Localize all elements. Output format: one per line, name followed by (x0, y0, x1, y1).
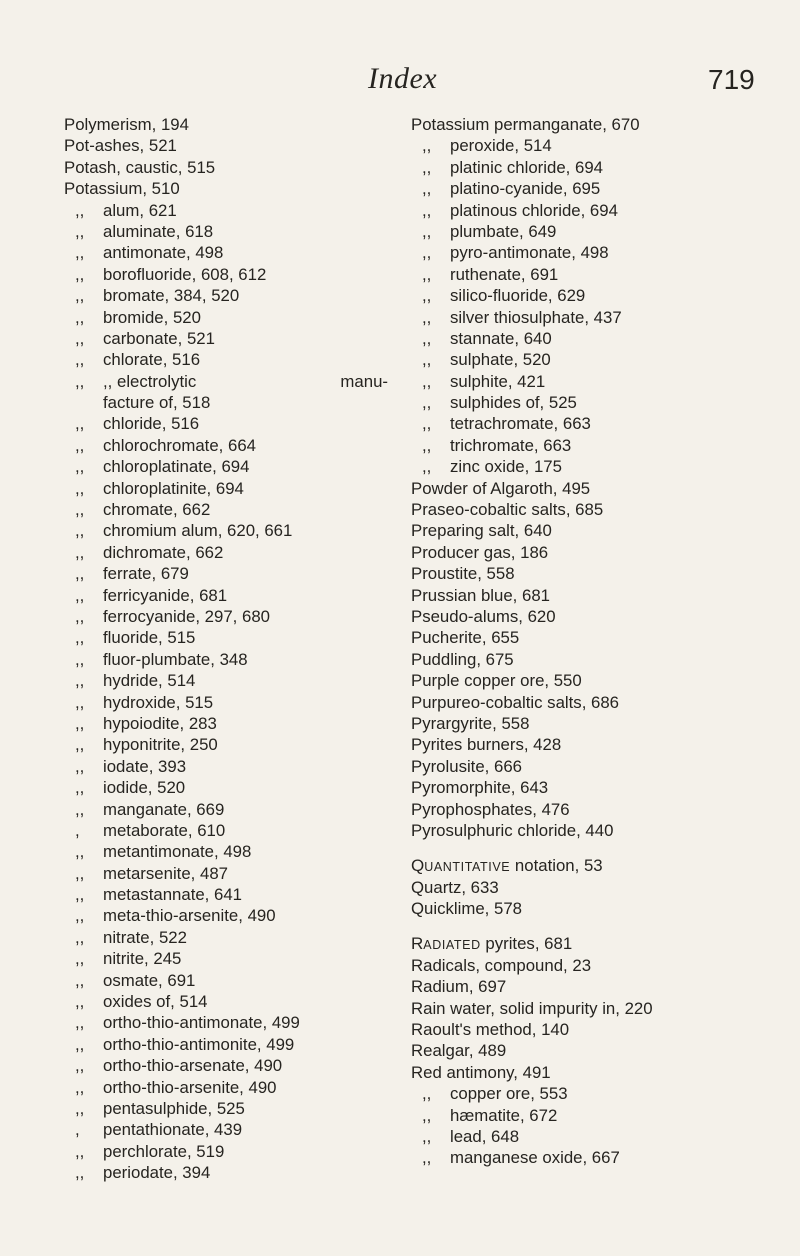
index-subentry (64, 948, 404, 969)
entry-text: sulphate, 520 (450, 350, 551, 370)
index-entry (411, 855, 751, 876)
index-entry: Producer gas, 186 (411, 542, 549, 562)
ditto-mark: ,, (75, 1056, 85, 1076)
index-subentry (64, 756, 404, 777)
index-entry: Powder of Algaroth, 495 (411, 478, 591, 498)
entry-text: silver thiosulphate, 437 (450, 307, 622, 327)
index-entry: Puddling, 675 (411, 649, 514, 669)
entry-text: ortho-thio-antimonite, 499 (103, 1034, 295, 1054)
index-subentry (411, 328, 751, 349)
index-entry: Praseo-cobaltic salts, 685 (411, 500, 604, 520)
index-subentry (64, 200, 404, 221)
index-subentry (64, 991, 404, 1012)
entry-text: notation, 53 (510, 856, 603, 876)
index-subentry (64, 542, 404, 563)
index-subentry (411, 1105, 751, 1126)
entry-text: fluor-plumbate, 348 (103, 649, 248, 669)
index-subentry (64, 1012, 404, 1033)
index-entry: Pyrolusite, 666 (411, 756, 523, 776)
ditto-mark: ,, (422, 243, 432, 263)
index-subentry (64, 456, 404, 477)
ditto-mark: ,, (422, 393, 432, 413)
index-entry: Polymerism, 194 (64, 115, 189, 134)
entry-text: platinous chloride, 694 (450, 200, 618, 220)
index-subentry (411, 371, 751, 392)
index-subentry (64, 1162, 404, 1183)
entry-text: ortho-thio-arsenate, 490 (103, 1056, 283, 1076)
page-number: 719 (708, 64, 755, 95)
entry-text: perchlorate, 519 (103, 1141, 225, 1161)
index-column-left (64, 114, 404, 1184)
ditto-mark: ,, (422, 457, 432, 477)
ditto-mark: ,, (75, 1141, 85, 1161)
index-subentry (64, 1098, 404, 1119)
ditto-mark: ,, (75, 264, 85, 284)
index-subentry (64, 563, 404, 584)
entry-text: zinc oxide, 175 (450, 457, 562, 477)
ditto-mark: ,, (75, 756, 85, 776)
index-entry: Pyrites burners, 428 (411, 735, 562, 755)
index-subentry (64, 670, 404, 691)
entry-text: chromate, 662 (103, 500, 211, 520)
ditto-mark: ,, (75, 799, 85, 819)
index-entry: Pseudo-alums, 620 (411, 606, 556, 626)
index-entry: Rain water, solid impurity in, 220 (411, 998, 653, 1018)
entry-text: stannate, 640 (450, 328, 552, 348)
index-subentry (411, 264, 751, 285)
entry-text: hyponitrite, 250 (103, 735, 218, 755)
running-title: Index (368, 62, 438, 95)
entry-text: metastannate, 641 (103, 885, 243, 905)
entry-text: ferricyanide, 681 (103, 585, 228, 605)
entry-text: chromium alum, 620, 661 (103, 521, 293, 541)
entry-text: ferrocyanide, 297, 680 (103, 606, 270, 626)
ditto-mark: ,, (422, 157, 432, 177)
index-subentry (64, 221, 404, 242)
entry-text: chloroplatinate, 694 (103, 457, 250, 477)
index-subentry (64, 1034, 404, 1055)
ditto-mark: ,, (75, 500, 85, 520)
entry-text: platinic chloride, 694 (450, 157, 603, 177)
ditto-mark: ,, (422, 1084, 432, 1104)
ditto-mark: ,, (75, 692, 85, 712)
entry-text: nitrate, 522 (103, 927, 187, 947)
index-subentry (64, 285, 404, 306)
ditto-mark: ,, (75, 585, 85, 605)
entry-text: alum, 621 (103, 200, 177, 220)
ditto-mark: ,, (75, 949, 85, 969)
smallcap-rest: UANTITATIVE (424, 860, 511, 875)
ditto-mark: ,, (75, 863, 85, 883)
ditto-mark: ,, (75, 927, 85, 947)
entry-text: chloride, 516 (103, 414, 200, 434)
entry-text: iodide, 520 (103, 778, 186, 798)
entry-text: chlorochromate, 664 (103, 435, 256, 455)
ditto-mark: ,, (75, 350, 85, 370)
ditto-mark: ,, (75, 992, 85, 1012)
ditto-mark: ,, (75, 1098, 85, 1118)
index-subentry (411, 178, 751, 199)
smallcap-rest: ADIATED (423, 938, 481, 953)
index-subentry (64, 884, 404, 905)
ditto-mark: ,, (75, 1034, 85, 1054)
index-subentry (64, 863, 404, 884)
entry-text: ferrate, 679 (103, 564, 189, 584)
index-subentry (411, 1126, 751, 1147)
entry-text: pentathionate, 439 (103, 1120, 243, 1140)
smallcap-initial: Q (411, 856, 425, 876)
index-entry: Pyromorphite, 643 (411, 778, 549, 798)
index-subentry (64, 328, 404, 349)
index-subentry (411, 435, 751, 456)
ditto-mark: ,, (75, 221, 85, 241)
entry-text: platino-cyanide, 695 (450, 179, 601, 199)
index-subentry (411, 200, 751, 221)
ditto-mark: ,, (75, 713, 85, 733)
entry-text: meta-thio-arsenite, 490 (103, 906, 276, 926)
entry-text: osmate, 691 (103, 970, 196, 990)
ditto-mark: ,, (422, 328, 432, 348)
index-entry: Quicklime, 578 (411, 899, 522, 919)
ditto-mark: ,, (75, 1077, 85, 1097)
entry-text: hydroxide, 515 (103, 692, 214, 712)
entry-text: copper ore, 553 (450, 1084, 568, 1104)
entry-text: hypoiodite, 283 (103, 713, 217, 733)
index-subentry (411, 413, 751, 434)
index-subentry (64, 649, 404, 670)
entry-text: tetrachromate, 663 (450, 414, 591, 434)
index-subentry (411, 285, 751, 306)
index-subentry (64, 1055, 404, 1076)
index-subentry (411, 242, 751, 263)
entry-text: ruthenate, 691 (450, 264, 559, 284)
index-entry: Pyrophosphates, 476 (411, 799, 570, 819)
ditto-mark: ,, (75, 521, 85, 541)
page-header (0, 62, 800, 102)
index-entry: Red antimony, 491 (411, 1062, 551, 1082)
index-entry: Preparing salt, 640 (411, 521, 552, 541)
ditto-mark: ,, (422, 286, 432, 306)
ditto-mark: ,, (75, 649, 85, 669)
ditto-mark: ,, (75, 1163, 85, 1183)
index-subentry (64, 692, 404, 713)
entry-text: iodate, 393 (103, 756, 187, 776)
index-subentry (64, 713, 404, 734)
entry-text: metantimonate, 498 (103, 842, 252, 862)
index-entry: Prussian blue, 681 (411, 585, 551, 605)
index-subentry (411, 392, 751, 413)
index-subentry (64, 264, 404, 285)
index-subentry (411, 349, 751, 370)
entry-text: bromide, 520 (103, 307, 201, 327)
index-entry: Proustite, 558 (411, 564, 515, 584)
entry-text: sulphite, 421 (450, 371, 546, 391)
entry-text: metarsenite, 487 (103, 863, 228, 883)
index-subentry (64, 905, 404, 926)
ditto-mark: ,, (422, 350, 432, 370)
index-entry: Radicals, compound, 23 (411, 955, 592, 975)
ditto-mark: ,, (422, 307, 432, 327)
index-subentry (64, 734, 404, 755)
ditto-mark: ,, (422, 136, 432, 156)
index-subentry (411, 1147, 751, 1168)
entry-text: aluminate, 618 (103, 221, 214, 241)
index-entry: Pyrargyrite, 558 (411, 713, 530, 733)
index-subentry (64, 799, 404, 820)
index-subentry (64, 627, 404, 648)
index-subentry (64, 307, 404, 328)
ditto-mark: ,, (75, 243, 85, 263)
ditto-mark: , (75, 1120, 80, 1140)
entry-text: hæmatite, 672 (450, 1105, 558, 1125)
index-subentry (64, 520, 404, 541)
ditto-mark: ,, (75, 628, 85, 648)
ditto-mark: ,, (75, 778, 85, 798)
index-subentry (64, 371, 404, 392)
entry-text: ortho-thio-antimonate, 499 (103, 1013, 300, 1033)
index-subentry (64, 349, 404, 370)
index-subentry (64, 478, 404, 499)
ditto-mark: ,, (75, 307, 85, 327)
entry-text: dichromate, 662 (103, 542, 224, 562)
ditto-mark: ,, (75, 478, 85, 498)
index-entry: Pucherite, 655 (411, 628, 520, 648)
index-entry: Potassium, 510 (64, 179, 180, 199)
index-entry: Realgar, 489 (411, 1041, 507, 1061)
index-entry: Potassium permanganate, 670 (411, 115, 640, 134)
ditto-mark: ,, (422, 1105, 432, 1125)
ditto-mark: ,, (75, 885, 85, 905)
index-entry: Quartz, 633 (411, 877, 499, 897)
index-subentry (64, 499, 404, 520)
index-subentry (411, 135, 751, 156)
section-gap (411, 919, 751, 933)
index-subentry (64, 435, 404, 456)
entry-text: lead, 648 (450, 1126, 520, 1146)
ditto-mark: ,, (75, 200, 85, 220)
ditto-mark: ,, (422, 435, 432, 455)
index-subentry (64, 841, 404, 862)
entry-text: nitrite, 245 (103, 949, 182, 969)
entry-text: trichromate, 663 (450, 435, 572, 455)
ditto-mark: ,, (75, 457, 85, 477)
entry-text: ,, electrolytic (103, 371, 197, 391)
index-subentry (64, 1077, 404, 1098)
index-subentry (64, 820, 404, 841)
entry-text: periodate, 394 (103, 1163, 211, 1183)
ditto-mark: ,, (422, 200, 432, 220)
entry-text: antimonate, 498 (103, 243, 224, 263)
ditto-mark: ,, (75, 328, 85, 348)
entry-text: bromate, 384, 520 (103, 286, 240, 306)
index-subentry (411, 1083, 751, 1104)
index-entry-continuation: facture of, 518 (103, 393, 211, 413)
ditto-mark: ,, (422, 221, 432, 241)
ditto-mark: ,, (75, 671, 85, 691)
entry-text: silico-fluoride, 629 (450, 286, 586, 306)
ditto-mark: ,, (75, 286, 85, 306)
index-entry: Raoult's method, 140 (411, 1020, 570, 1040)
index-subentry (64, 606, 404, 627)
ditto-mark: ,, (75, 435, 85, 455)
index-subentry (64, 927, 404, 948)
index-entry: Pot-ashes, 521 (64, 136, 177, 156)
ditto-mark: ,, (75, 606, 85, 626)
entry-text: borofluoride, 608, 612 (103, 264, 267, 284)
index-subentry (411, 307, 751, 328)
ditto-mark: ,, (422, 179, 432, 199)
index-subentry (64, 1141, 404, 1162)
ditto-mark: ,, (75, 906, 85, 926)
index-entry: Radium, 697 (411, 977, 507, 997)
entry-text: metaborate, 610 (103, 820, 226, 840)
index-subentry (411, 157, 751, 178)
entry-text: sulphides of, 525 (450, 393, 577, 413)
ditto-mark: ,, (75, 371, 85, 391)
ditto-mark: ,, (75, 735, 85, 755)
entry-text: pyrites, 681 (480, 934, 573, 954)
entry-text: fluoride, 515 (103, 628, 196, 648)
ditto-mark: ,, (422, 1148, 432, 1168)
index-subentry (64, 585, 404, 606)
ditto-mark: ,, (422, 264, 432, 284)
entry-hyphenated-tail: manu- (340, 371, 388, 391)
ditto-mark: ,, (422, 1126, 432, 1146)
entry-text: chloroplatinite, 694 (103, 478, 244, 498)
ditto-mark: ,, (75, 1013, 85, 1033)
entry-text: chlorate, 516 (103, 350, 201, 370)
entry-text: pentasulphide, 525 (103, 1098, 245, 1118)
index-entry: Pyrosulphuric chloride, 440 (411, 820, 614, 840)
entry-text: hydride, 514 (103, 671, 196, 691)
index-subentry (64, 413, 404, 434)
ditto-mark: ,, (422, 414, 432, 434)
index-entry: Purpureo-cobaltic salts, 686 (411, 692, 620, 712)
index-subentry (64, 1119, 404, 1140)
section-gap (411, 841, 751, 855)
entry-text: plumbate, 649 (450, 221, 557, 241)
entry-text: manganese oxide, 667 (450, 1148, 620, 1168)
entry-text: carbonate, 521 (103, 328, 215, 348)
entry-text: ortho-thio-arsenite, 490 (103, 1077, 277, 1097)
index-entry: Purple copper ore, 550 (411, 671, 582, 691)
index-entry: Potash, caustic, 515 (64, 157, 216, 177)
ditto-mark: ,, (75, 542, 85, 562)
index-subentry (411, 456, 751, 477)
index-subentry (64, 242, 404, 263)
index-subentry (64, 970, 404, 991)
ditto-mark: ,, (75, 564, 85, 584)
ditto-mark: , (75, 820, 80, 840)
entry-text: pyro-antimonate, 498 (450, 243, 609, 263)
index-subentry (411, 221, 751, 242)
ditto-mark: ,, (75, 842, 85, 862)
ditto-mark: ,, (75, 414, 85, 434)
entry-text: oxides of, 514 (103, 992, 208, 1012)
smallcap-initial: R (411, 934, 424, 954)
ditto-mark: ,, (75, 970, 85, 990)
ditto-mark: ,, (422, 371, 432, 391)
index-entry (411, 933, 751, 954)
entry-text: peroxide, 514 (450, 136, 552, 156)
index-column-right (411, 114, 751, 1169)
index-subentry (64, 777, 404, 798)
entry-text: manganate, 669 (103, 799, 225, 819)
entry-justified (103, 371, 388, 392)
